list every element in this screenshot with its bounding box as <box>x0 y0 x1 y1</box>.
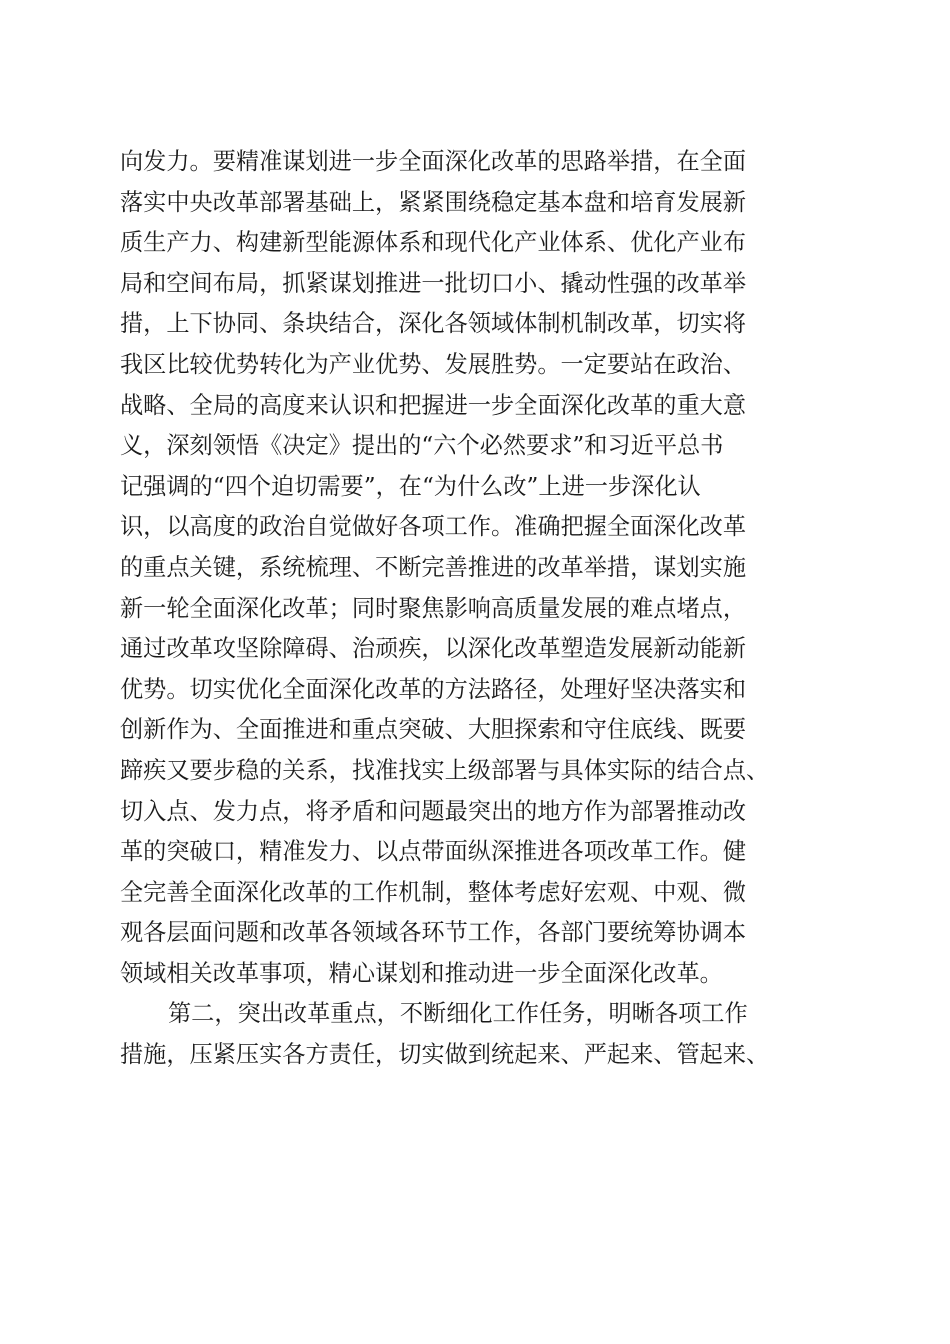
paragraph-2 <box>120 994 840 1075</box>
text-line: 向发力。要精准谋划进一步全面深化改革的思路举措，在全面 <box>120 148 747 175</box>
text-line: 优势。切实优化全面深化改革的方法路径，处理好坚决落实和 <box>120 675 747 703</box>
text-line: 措，上下协同、条块结合，深化各领域体制机制改革，切实将 <box>120 310 747 338</box>
text-line: 措施，压紧压实各方责任，切实做到统起来、严起来、管起来、 <box>120 1041 770 1069</box>
text-line: 我区比较优势转化为产业优势、发展胜势。一定要站在政治、 <box>120 350 747 378</box>
text-line: 的重点关键，系统梳理、不断完善推进的改革举措，谋划实施 <box>120 553 747 581</box>
text-line: 记强调的“四个迫切需要”，在“为什么改”上进一步深化认 <box>120 472 701 500</box>
text-line: 局和空间布局，抓紧谋划推进一批切口小、撬动性强的改革举 <box>120 269 747 297</box>
text-line: 新一轮全面深化改革；同时聚焦影响高质量发展的难点堵点， <box>120 594 747 622</box>
paragraph-1 <box>120 142 840 994</box>
text-line: 识，以高度的政治自觉做好各项工作。准确把握全面深化改革 <box>120 513 747 541</box>
text-line: 质生产力、构建新型能源体系和现代化产业体系、优化产业布 <box>120 229 747 257</box>
text-line: 切入点、发力点，将矛盾和问题最突出的地方作为部署推动改 <box>120 797 747 825</box>
text-line: 观各层面问题和改革各领域各环节工作，各部门要统筹协调本 <box>120 919 747 947</box>
text-line: 通过改革攻坚除障碍、治顽疾，以深化改革塑造发展新动能新 <box>120 635 747 663</box>
text-line: 落实中央改革部署基础上，紧紧围绕稳定基本盘和培育发展新 <box>120 188 747 216</box>
text-line: 战略、全局的高度来认识和把握进一步全面深化改革的重大意 <box>120 391 747 419</box>
text-line: 创新作为、全面推进和重点突破、大胆探索和守住底线、既要 <box>120 716 747 744</box>
text-line: 义，深刻领悟《决定》提出的“六个必然要求”和习近平总书 <box>120 432 724 460</box>
text-line: 全完善全面深化改革的工作机制，整体考虑好宏观、中观、微 <box>120 878 747 906</box>
text-line: 革的突破口，精准发力、以点带面纵深推进各项改革工作。健 <box>120 838 747 866</box>
text-line: 蹄疾又要步稳的关系，找准找实上级部署与具体实际的结合点、 <box>120 756 770 784</box>
text-line: 第二，突出改革重点，不断细化工作任务，明晰各项工作 <box>168 1000 748 1028</box>
body-text <box>120 142 840 1076</box>
text-line: 领域相关改革事项，精心谋划和推动进一步全面深化改革。 <box>120 959 723 987</box>
